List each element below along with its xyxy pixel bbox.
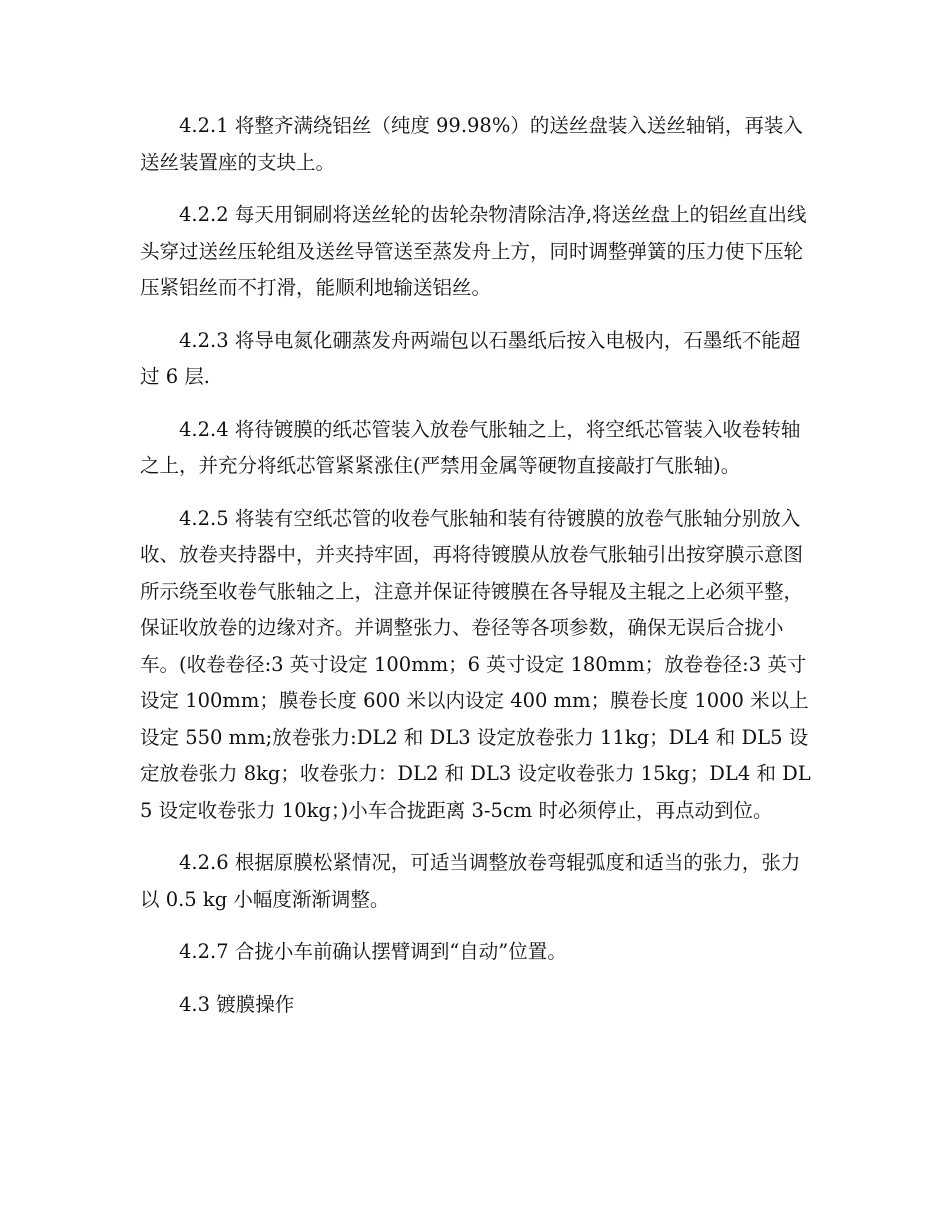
section-heading-4-3: 4.3 镀膜操作 <box>179 992 295 1016</box>
paragraph-4-2-2: 4.2.2 每天用铜刷将送丝轮的齿轮杂物清除洁净,将送丝盘上的铝丝直出线头穿过送丝压轮组及送丝导管送至蒸发舟上方，同时调整弹簧的压力使下压轮压紧铝丝而不打滑，能顺利地输送铝丝。 <box>140 203 807 299</box>
paragraph-4-2-4: 4.2.4 将待镀膜的纸芯管装入放卷气胀轴之上，将空纸芯管装入收卷转轴之上，并充分将纸芯管紧紧涨住(严禁用金属等硬物直接敲打气胀轴)。 <box>140 417 801 477</box>
paragraph-4-2-3: 4.2.3 将导电氮化硼蒸发舟两端包以石墨纸后按入电极内，石墨纸不能超过 6 层. <box>140 328 801 388</box>
document-page <box>140 108 812 1023</box>
paragraph-4-2-7: 4.2.7 合拢小车前确认摆臂调到“自动”位置。 <box>179 940 567 963</box>
paragraph-4-2-1: 4.2.1 将整齐满绕铝丝（纯度 99.98%）的送丝盘装入送丝轴销，再装入送丝装置座的支块上。 <box>140 114 803 174</box>
paragraph-4-2-6: 4.2.6 根据原膜松紧情况，可适当调整放卷弯辊弧度和适当的张力，张力以 0.5 kg 小幅度渐渐调整。 <box>140 851 801 911</box>
paragraph-4-2-5: 4.2.5 将装有空纸芯管的收卷气胀轴和装有待镀膜的放卷气胀轴分别放入收、放卷夹持器中，并夹持牢固，再将待镀膜从放卷气胀轴引出按穿膜示意图所示绕至收卷气胀轴之上，注意并保证待镀膜在各导辊及主辊之上必须平整，保证收放卷的边缘对齐。并调整张力、卷径等各项参数，确保无误后合拢小车。(收卷卷径:3 英寸设定 100mm；6 英寸设定 180mm；放卷卷径:3 英寸设定 100mm；膜卷长度 600 米以内设定 400 mm；膜卷长度 1000 米以上设定 550 mm;放卷张力:DL2 和 DL3 设定放卷张力 11kg；DL4 和 DL5 设定放卷张力 8kg；收卷张力：DL2 和 DL3 设定收卷张力 15kg；DL4 和 DL5 设定收卷张力 10kg；)小车合拢距离 3-5cm 时必须停止，再点动到位。 <box>140 506 811 822</box>
